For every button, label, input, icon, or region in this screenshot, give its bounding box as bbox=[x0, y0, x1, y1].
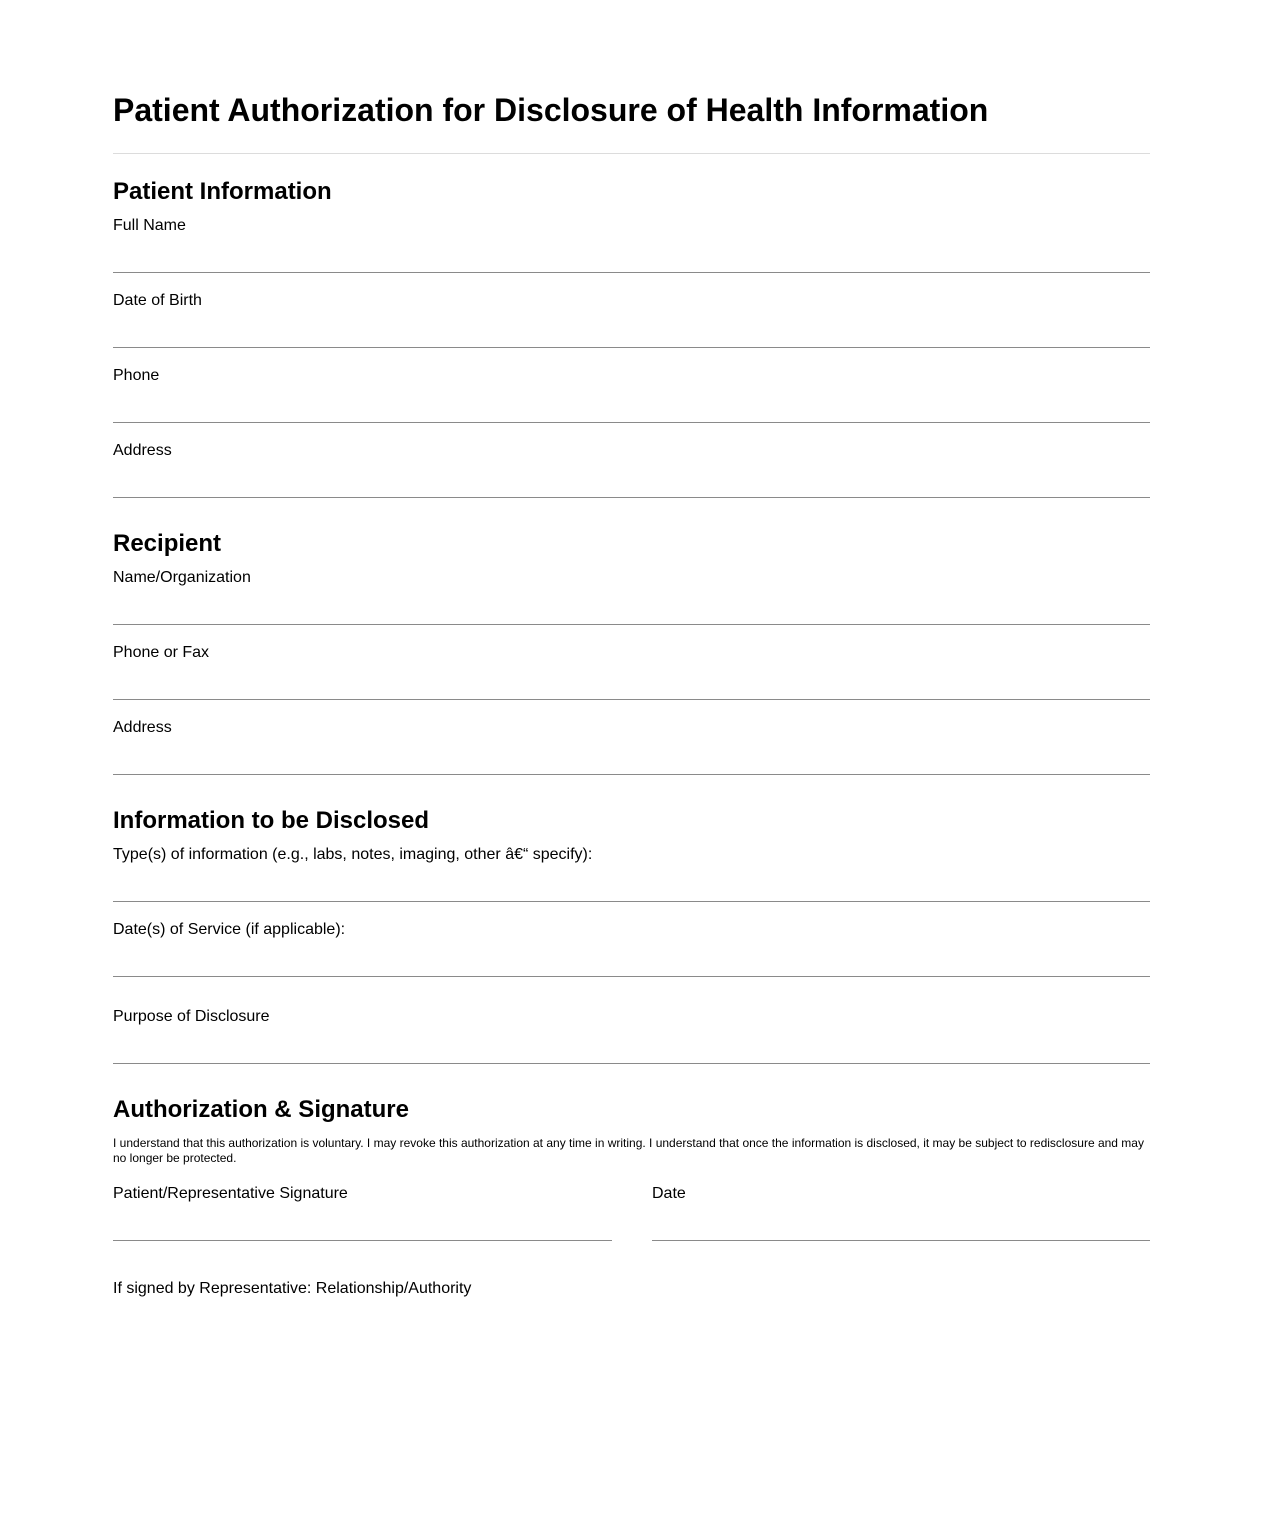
section-heading-patient: Patient Information bbox=[113, 178, 332, 205]
address-field[interactable] bbox=[113, 497, 1150, 498]
purpose-field[interactable] bbox=[113, 1063, 1150, 1064]
phone-label: Phone bbox=[113, 367, 160, 384]
phone-field[interactable] bbox=[113, 422, 1150, 423]
dob-field[interactable] bbox=[113, 347, 1150, 348]
recipient-address-label: Address bbox=[113, 719, 172, 736]
full-name-label: Full Name bbox=[113, 217, 186, 234]
page-title: Patient Authorization for Disclosure of Health Information bbox=[113, 92, 989, 128]
purpose-label: Purpose of Disclosure bbox=[113, 1008, 270, 1025]
signature-field[interactable] bbox=[113, 1240, 612, 1241]
full-name-field[interactable] bbox=[113, 272, 1150, 273]
authorization-statement: I understand that this authorization is voluntary. I may revoke this authorization at any time in writing. I understand that once the information is disclosed, it may be subject to redisclosure and may no longer be protected. bbox=[113, 1136, 1144, 1165]
recipient-name-field[interactable] bbox=[113, 624, 1150, 625]
address-label: Address bbox=[113, 442, 172, 459]
service-dates-label: Date(s) of Service (if applicable): bbox=[113, 921, 346, 938]
section-heading-info: Information to be Disclosed bbox=[113, 807, 430, 834]
service-dates-field[interactable] bbox=[113, 976, 1150, 977]
section-heading-auth: Authorization & Signature bbox=[113, 1096, 409, 1123]
recipient-phone-field[interactable] bbox=[113, 699, 1150, 700]
recipient-phone-label: Phone or Fax bbox=[113, 644, 210, 661]
section-heading-recipient: Recipient bbox=[113, 530, 222, 557]
date-label: Date bbox=[652, 1185, 686, 1202]
title-divider bbox=[113, 153, 1150, 154]
signature-label: Patient/Representative Signature bbox=[113, 1185, 348, 1202]
info-types-field[interactable] bbox=[113, 901, 1150, 902]
date-field[interactable] bbox=[652, 1240, 1150, 1241]
recipient-name-label: Name/Organization bbox=[113, 569, 251, 586]
recipient-address-field[interactable] bbox=[113, 774, 1150, 775]
info-types-label: Type(s) of information (e.g., labs, notes, imaging, other â€“ specify): bbox=[113, 846, 593, 863]
relationship-label: If signed by Representative: Relationship/Authority bbox=[113, 1280, 472, 1297]
dob-label: Date of Birth bbox=[113, 292, 202, 309]
